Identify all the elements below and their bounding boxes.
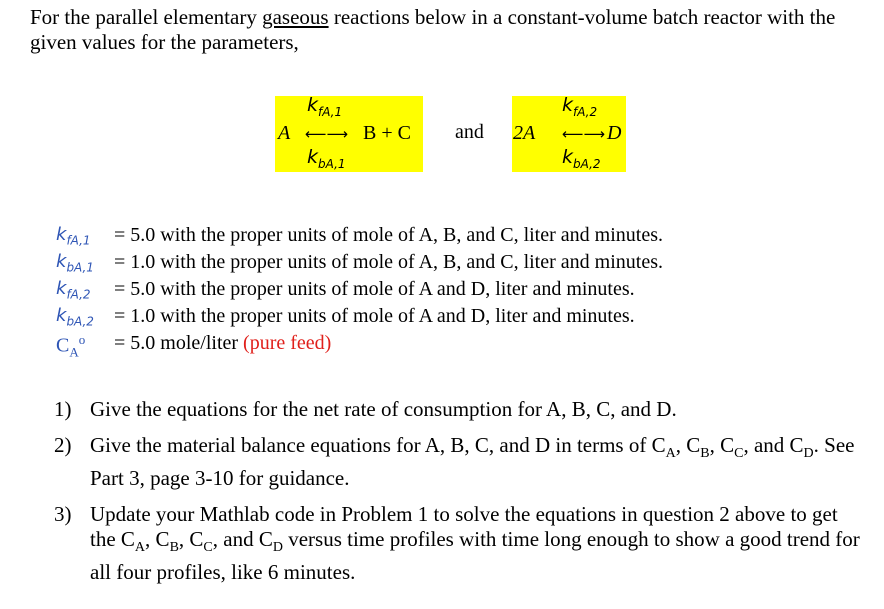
- k-subscript: bA,1: [318, 156, 346, 171]
- question-text-part: versus time profiles with time long enough to show a good trend for all four profiles, like 6 minutes.: [90, 527, 860, 585]
- question-list: [54, 397, 866, 596]
- parameter-value: = 1.0 with the proper units of mole of A and D, liter and minutes.: [114, 305, 635, 327]
- question-number: 1): [54, 397, 72, 421]
- k-symbol: k: [56, 278, 67, 299]
- and-connector: and: [455, 121, 484, 143]
- k-subscript: fA,1: [66, 233, 91, 248]
- parameter-symbol: [56, 251, 94, 275]
- reaction-2-backward-k: [562, 146, 601, 171]
- reaction-1-forward-k: [307, 94, 342, 119]
- subscript: B: [700, 446, 710, 462]
- feed-value-text: = 5.0 mole/liter: [114, 332, 244, 354]
- k-symbol: k: [56, 251, 67, 272]
- reaction-1-arrow: ⟵⟶: [305, 125, 349, 143]
- subscript: A: [665, 446, 676, 462]
- question-text: Give the equations for the net rate of consumption for A, B, C, and D.: [90, 397, 677, 421]
- k-subscript: fA,2: [66, 287, 91, 302]
- k-subscript: bA,1: [66, 260, 94, 275]
- reaction-2-box: [512, 96, 626, 172]
- intro-text-end: reactions below in a constant-volume batch reactor with the given values for the parameters,: [30, 5, 836, 54]
- question-number: 3): [54, 502, 72, 527]
- k-symbol: k: [307, 94, 319, 116]
- parameter-value: = 5.0 with the proper units of mole of A, B, and C, liter and minutes.: [114, 224, 663, 246]
- question-text: [90, 433, 854, 490]
- reaction-2-products: D: [607, 122, 622, 144]
- subscript: C: [734, 446, 744, 462]
- k-subscript: fA,1: [318, 104, 343, 119]
- k-symbol: k: [56, 305, 67, 326]
- k-subscript: bA,2: [573, 156, 601, 171]
- feed-symbol: [56, 332, 85, 361]
- intro-underlined-word: gaseous: [262, 5, 329, 29]
- question-text: [90, 502, 860, 584]
- k-subscript: bA,2: [66, 314, 94, 329]
- feed-note: (pure feed): [243, 332, 332, 354]
- question-text-part: , C: [709, 433, 735, 457]
- feed-value: [114, 332, 331, 355]
- subscript: A: [134, 540, 146, 556]
- question-item: [54, 433, 866, 491]
- k-symbol: k: [307, 146, 319, 168]
- question-text-part: , C: [145, 527, 170, 552]
- subscript: D: [803, 446, 814, 462]
- question-text-part: , and C: [212, 527, 273, 552]
- k-symbol: k: [562, 146, 574, 168]
- parameter-value: = 1.0 with the proper units of mole of A, B, and C, liter and minutes.: [114, 251, 663, 273]
- k-subscript: fA,2: [573, 104, 598, 119]
- reaction-2-forward-k: [562, 94, 597, 119]
- subscript: D: [272, 540, 283, 556]
- subscript: C: [203, 540, 213, 556]
- parameter-symbol: [56, 278, 91, 302]
- intro-text-start: For the parallel elementary: [30, 5, 263, 29]
- question-text-part: Give the material balance equations for A, B, C, and D in terms of C: [90, 433, 666, 457]
- k-symbol: k: [562, 94, 574, 116]
- question-number: 2): [54, 433, 72, 457]
- c-superscript: o: [78, 332, 86, 347]
- reaction-1-reactant: A: [278, 122, 291, 144]
- reaction-2-reactant: 2A: [513, 122, 536, 144]
- c-symbol: C: [56, 334, 70, 357]
- reaction-1-products: B + C: [363, 122, 411, 144]
- subscript: B: [169, 540, 179, 556]
- question-item: [54, 502, 866, 585]
- c-subscript: A: [69, 344, 79, 360]
- reaction-2-arrow: ⟵⟶: [562, 125, 606, 143]
- question-text-part: , C: [675, 433, 701, 457]
- reaction-1-backward-k: [307, 146, 346, 171]
- parameter-value: = 5.0 with the proper units of mole of A and D, liter and minutes.: [114, 278, 635, 300]
- reaction-1-box: [275, 96, 423, 172]
- intro-paragraph: [30, 5, 870, 55]
- question-text-part: Update your Mathlab code in Problem 1 to solve the equations in question 2 above to get the C: [90, 502, 838, 552]
- parameter-symbol: [56, 224, 91, 248]
- parameter-symbol: [56, 305, 94, 329]
- question-item: [54, 397, 866, 422]
- question-text-part: . See Part 3, page 3-10 for guidance.: [90, 433, 855, 491]
- k-symbol: k: [56, 224, 67, 245]
- question-text-part: , and C: [743, 433, 804, 457]
- question-text-part: , C: [178, 527, 204, 552]
